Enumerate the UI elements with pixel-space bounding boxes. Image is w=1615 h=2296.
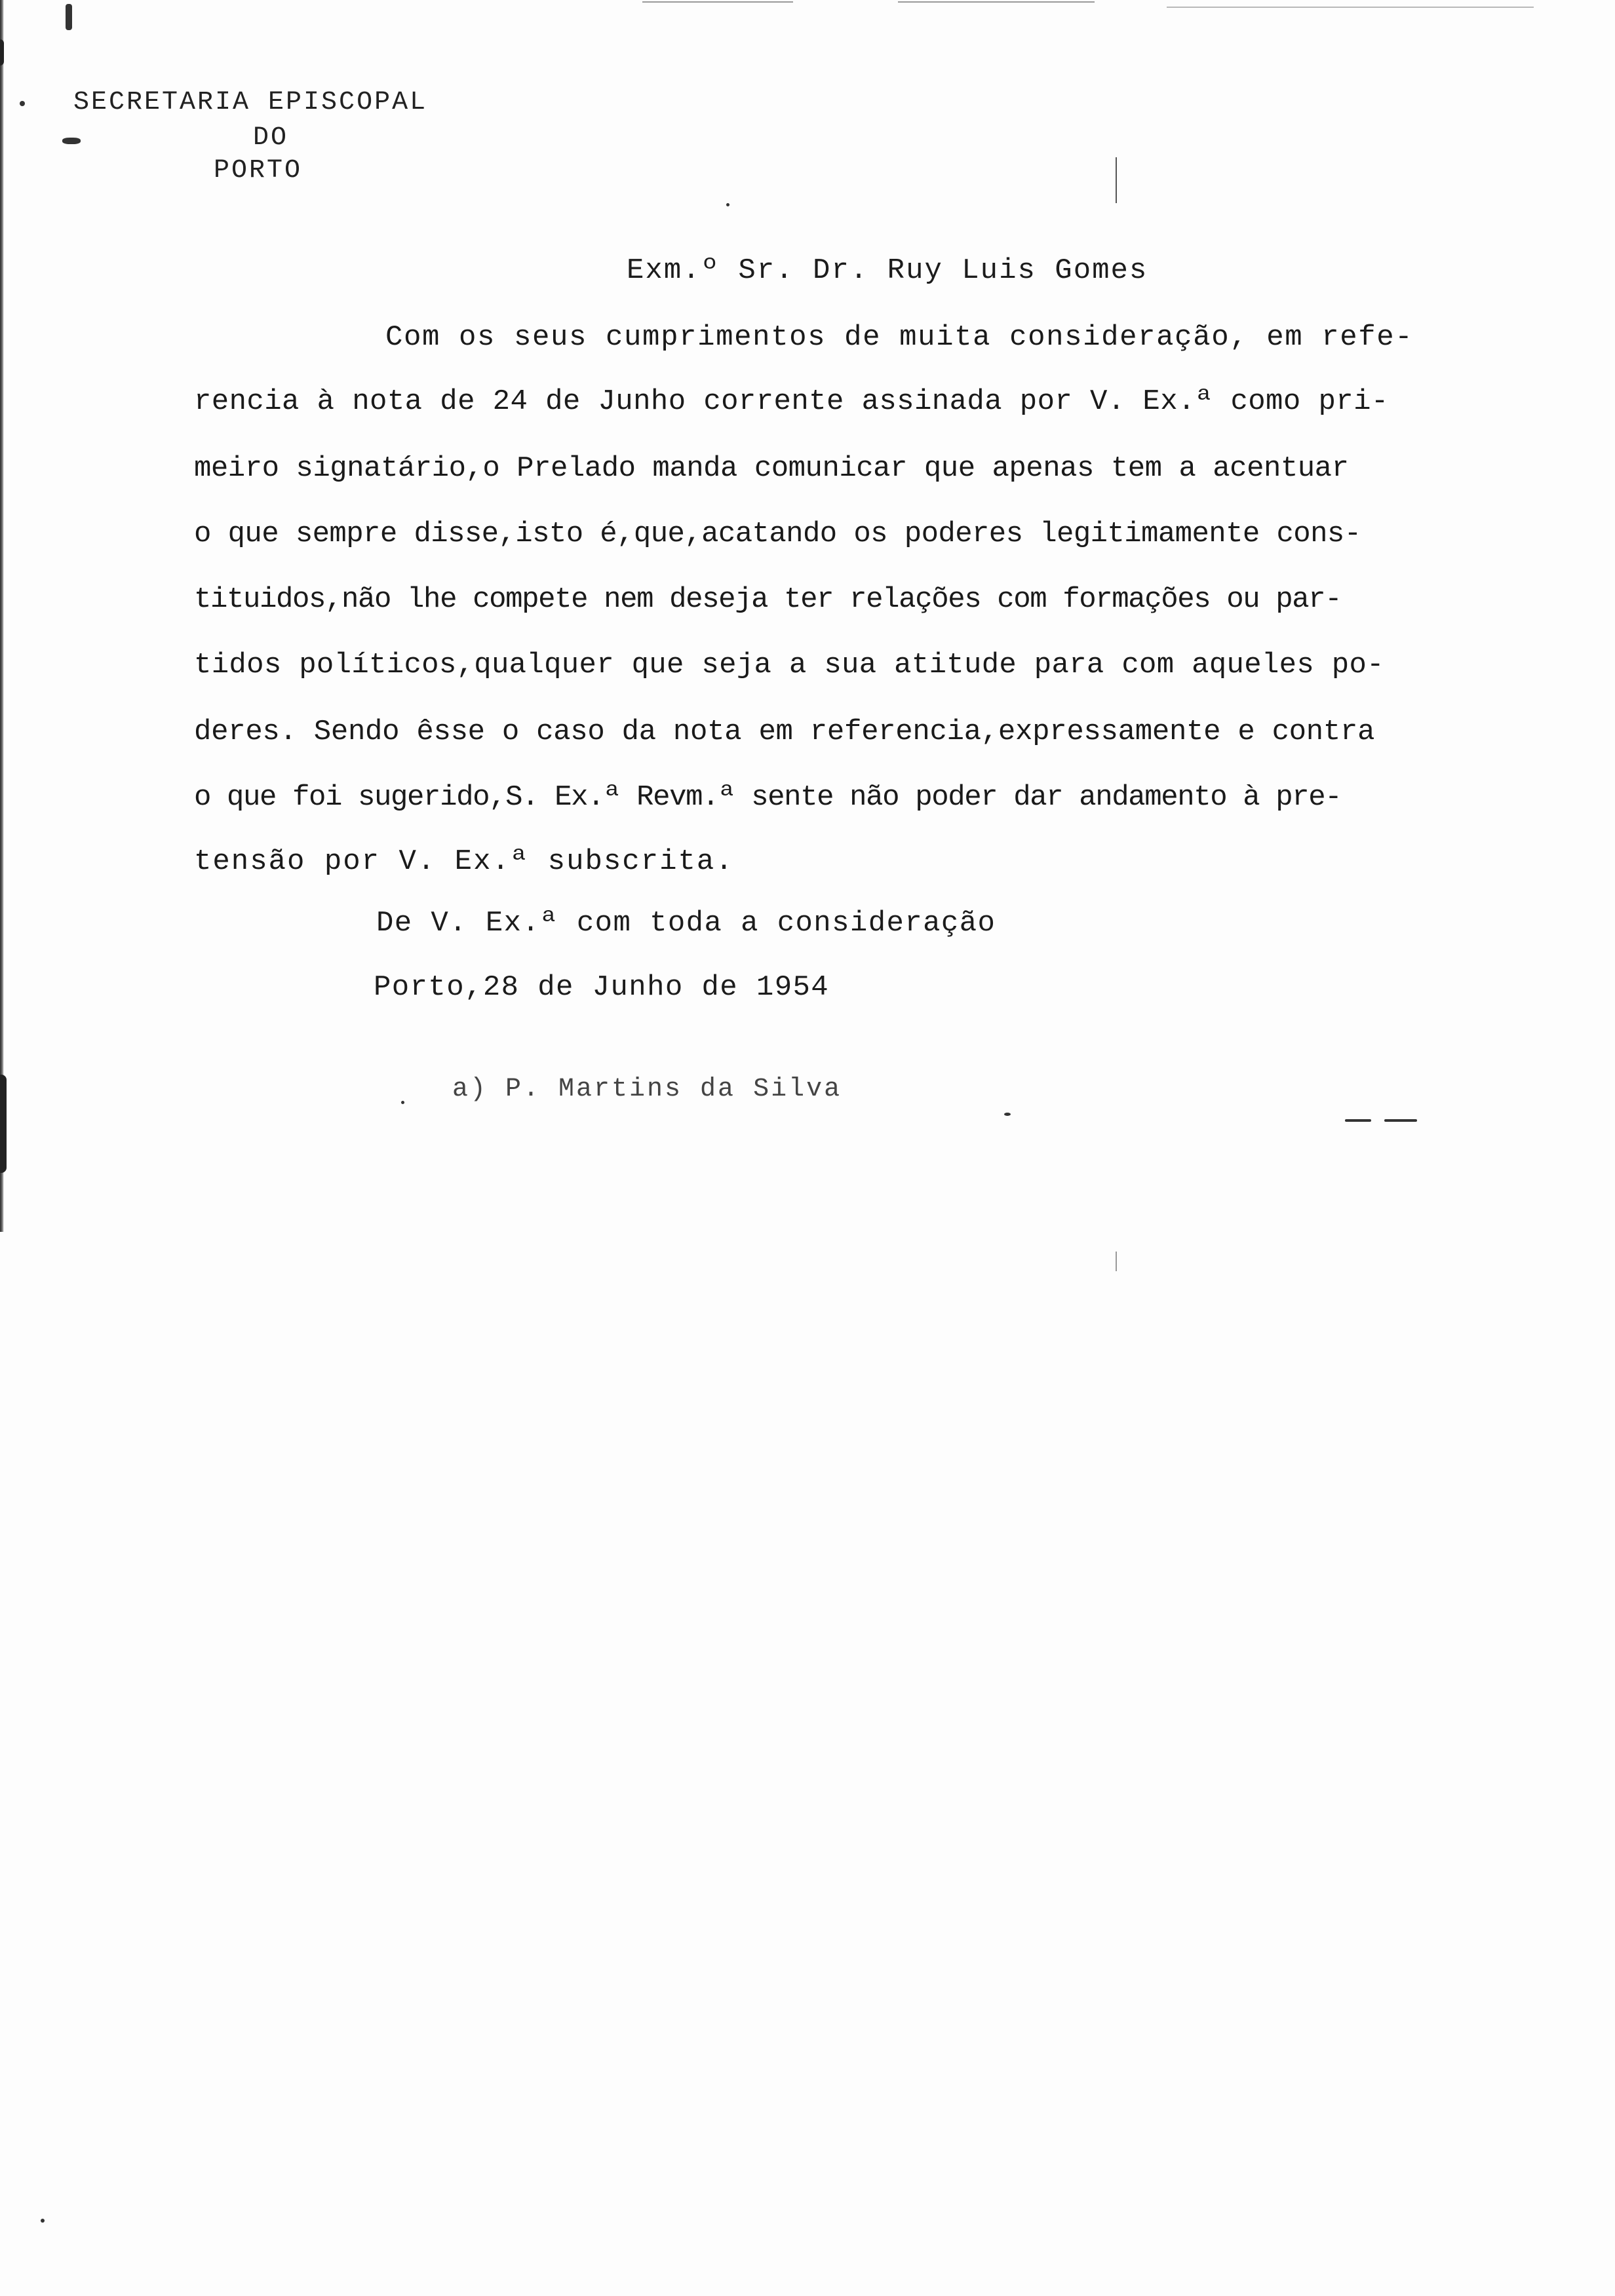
body-line: meiro signatário,o Prelado manda comunicar que apenas tem a acentuar [194, 452, 1349, 485]
scan-mark [1116, 1252, 1117, 1271]
scan-speck [66, 4, 72, 30]
scan-speck [1345, 1119, 1371, 1122]
scan-speck [401, 1101, 404, 1104]
body-line: o que foi sugerido,S. Ex.ª Revm.ª sente não poder dar andamento à pre- [194, 781, 1342, 814]
scan-top-line [642, 1, 793, 3]
scan-left-blot [0, 39, 4, 66]
scan-speck [41, 2219, 45, 2223]
scan-speck [726, 203, 730, 206]
letterhead-line-3: PORTO [214, 156, 303, 185]
body-line: Com os seus cumprimentos de muita consideração, em refe- [385, 321, 1414, 354]
closing-place-date: Porto,28 de Junho de 1954 [374, 971, 830, 1004]
body-line: rencia à nota de 24 de Junho corrente assinada por V. Ex.ª como pri- [194, 385, 1389, 418]
scan-top-line [898, 1, 1095, 3]
scan-speck [62, 138, 81, 144]
salutation: Exm.º Sr. Dr. Ruy Luis Gomes [627, 254, 1148, 287]
scan-mark [1116, 157, 1117, 203]
closing-regards: De V. Ex.ª com toda a consideração [376, 907, 996, 940]
scan-left-blot [0, 1075, 7, 1173]
body-line: deres. Sendo êsse o caso da nota em referencia,expressamente e contra [194, 716, 1375, 748]
body-line: tituidos,não lhe compete nem deseja ter relações com formações ou par- [194, 583, 1342, 616]
body-line: tidos políticos,qualquer que seja a sua atitude para com aqueles po- [194, 649, 1384, 681]
signature-line: a) P. Martins da Silva [452, 1075, 842, 1104]
letterhead-line-2: DO [253, 123, 289, 153]
scan-left-edge [0, 0, 4, 1232]
body-line: o que sempre disse,isto é,que,acatando os poderes legitimamente cons- [194, 518, 1361, 550]
letterhead-line-1: SECRETARIA EPISCOPAL [73, 88, 428, 117]
scan-top-line [1167, 7, 1534, 8]
scan-speck [20, 101, 25, 106]
scan-speck [1384, 1119, 1417, 1122]
scan-speck [1004, 1113, 1011, 1116]
body-line: tensão por V. Ex.ª subscrita. [194, 845, 734, 878]
